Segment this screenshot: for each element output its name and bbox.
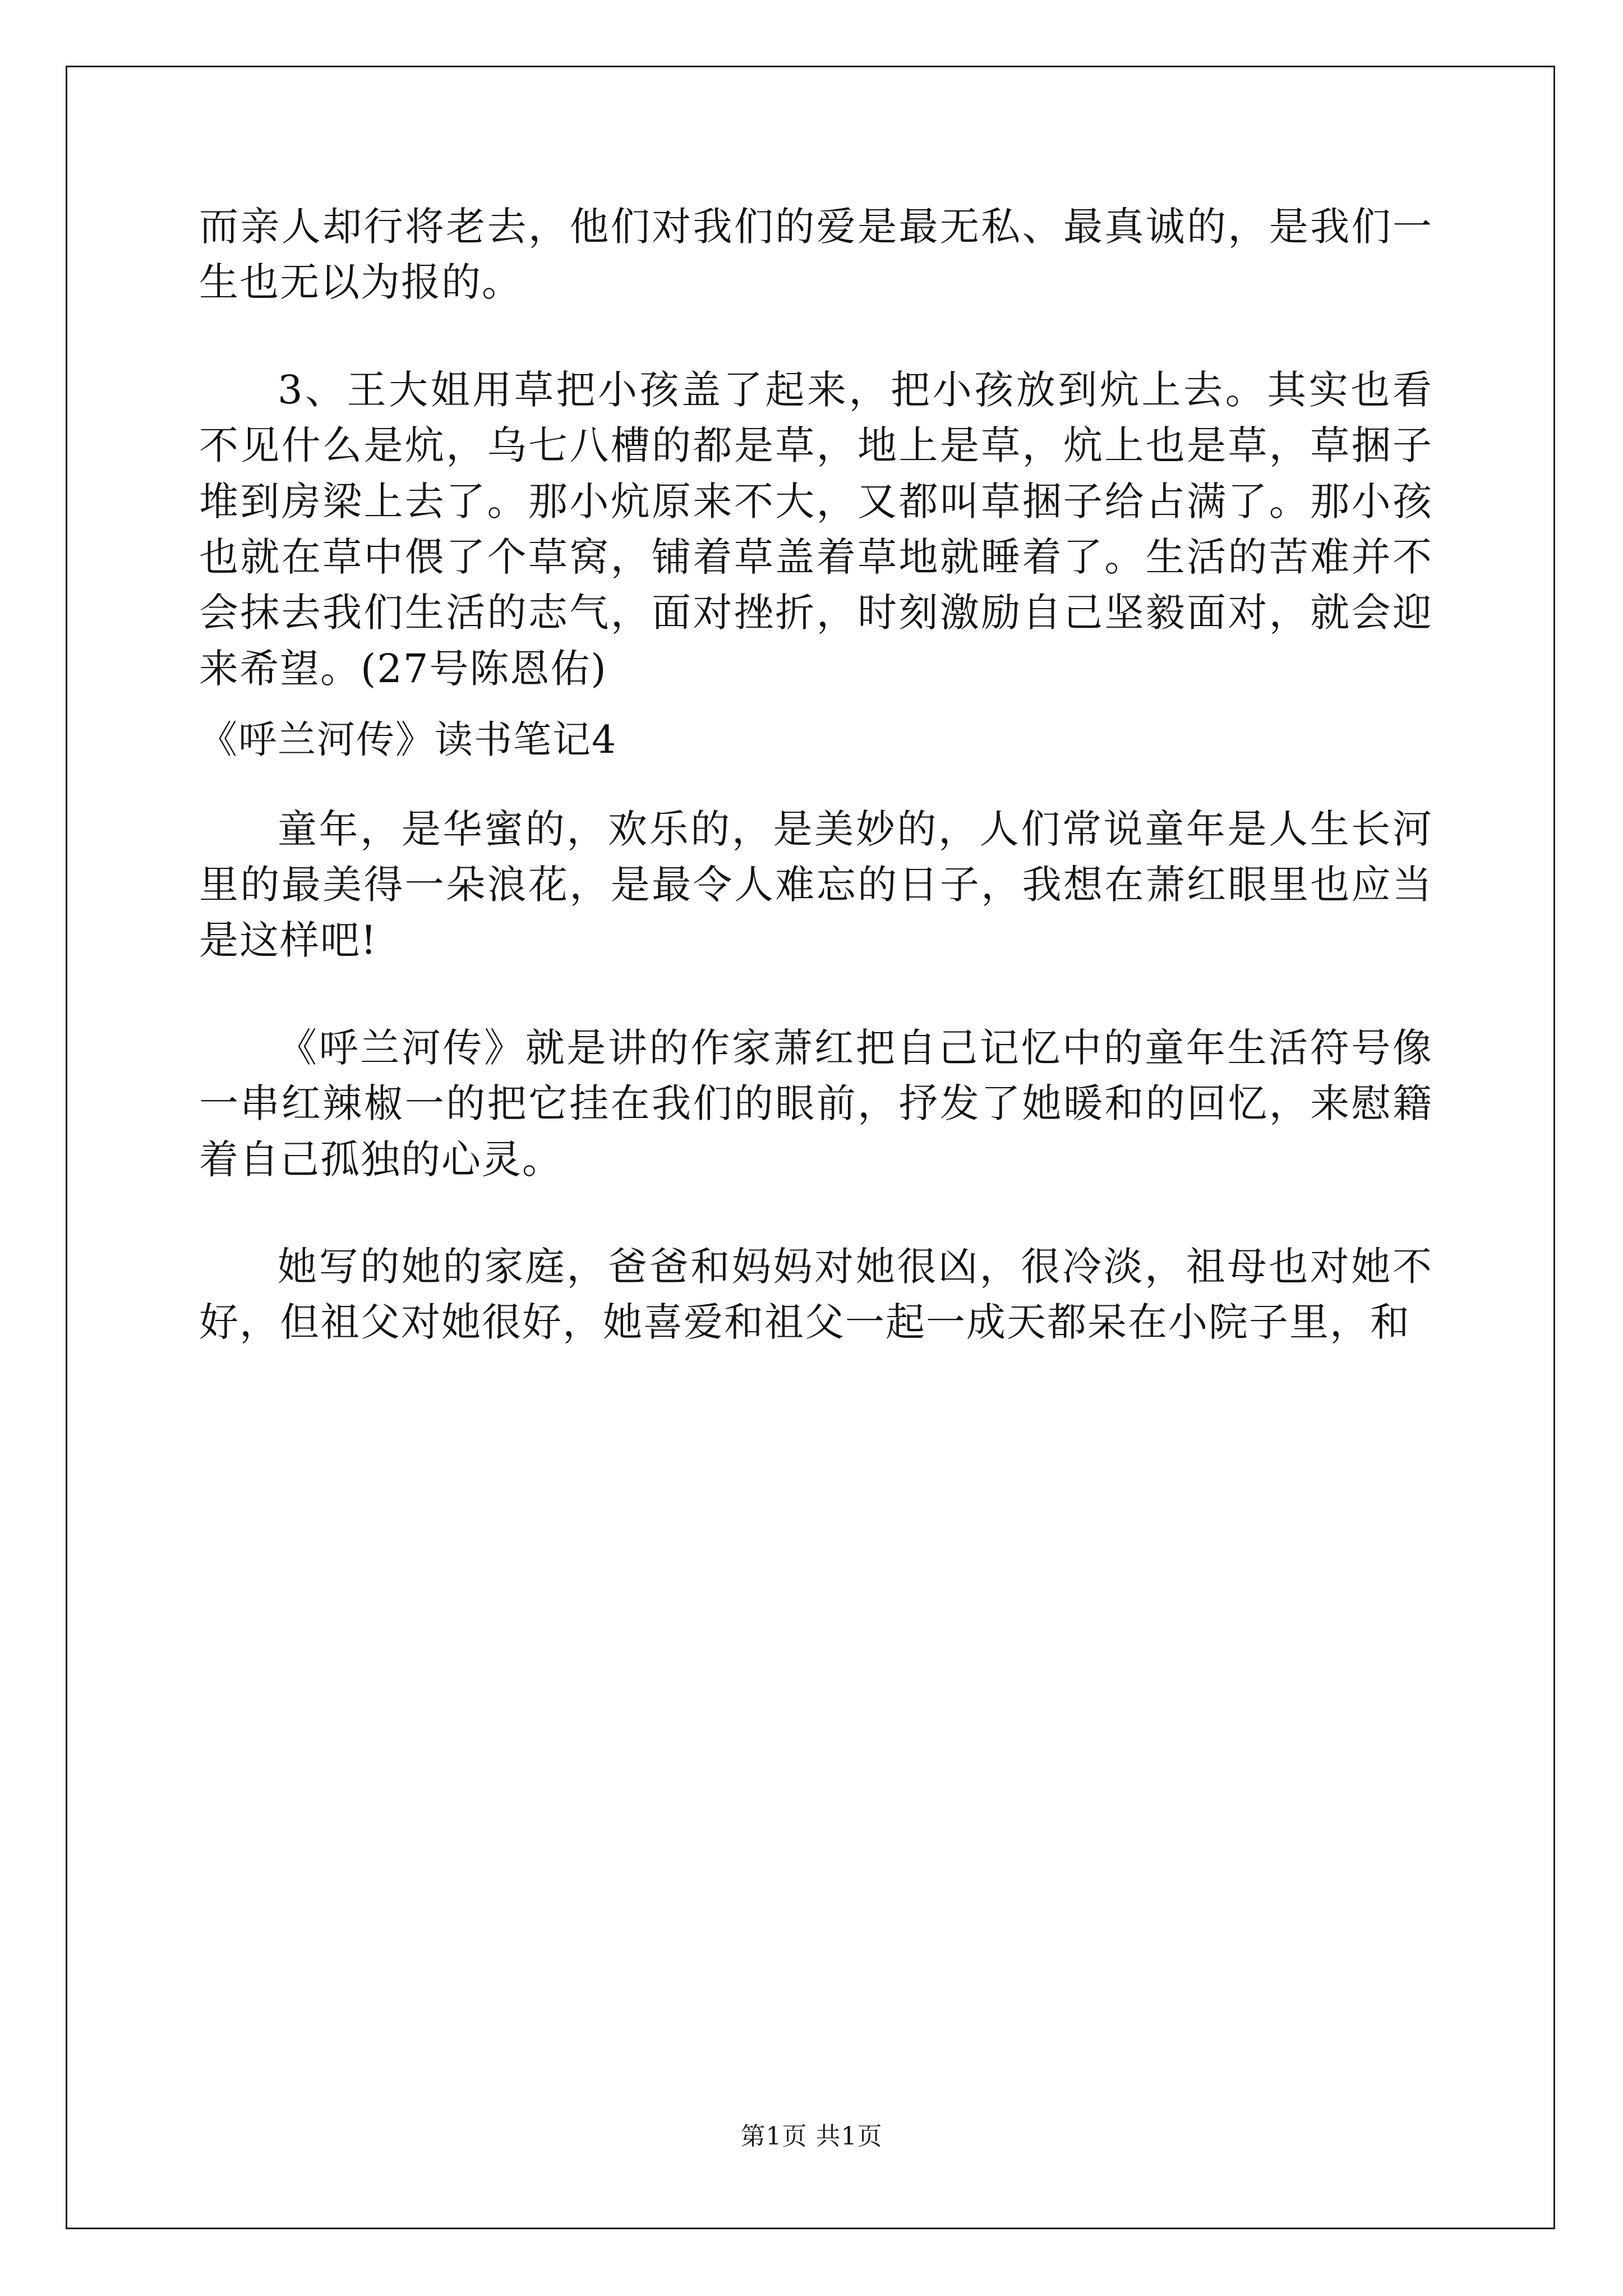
section-heading: 《呼兰河传》读书笔记4 — [199, 718, 617, 763]
paragraph-family: 她写的她的家庭，爸爸和妈妈对她很凶，很冷淡，祖母也对她不好，但祖父对她很好，她喜爱和祖父一起一成天都呆在小院子里，和 — [199, 1244, 1433, 1346]
page-number-footer: 第1页 共1页 — [740, 2122, 883, 2151]
paragraph-childhood: 童年，是华蜜的，欢乐的，是美妙的，人们常说童年是人生长河里的最美得一朵浪花，是最令人难忘的日子，我想在萧红眼里也应当是这样吧! — [199, 806, 1433, 964]
document-body — [199, 199, 1433, 1351]
paragraph-quote-3: 3、王大姐用草把小孩盖了起来，把小孩放到炕上去。其实也看不见什么是炕，乌七八槽的都是草，地上是草，炕上也是草，草捆子堆到房梁上去了。那小炕原来不大，又都叫草捆子给占满了。那小孩也就在草中偎了个草窝，铺着草盖着草地就睡着了。生活的苦难并不会抹去我们生活的志气，面对挫折，时刻激励自己坚毅面对，就会迎来希望。(27号陈恩佑) — [199, 366, 1433, 692]
paragraph-continuation: 而亲人却行将老去，他们对我们的爱是最无私、最真诚的，是我们一生也无以为报的。 — [199, 204, 1433, 306]
paragraph-book-summary: 《呼兰河传》就是讲的作家萧红把自己记忆中的童年生活符号像一串红辣椒一的把它挂在我们的眼前，抒发了她暖和的回忆，来慰籍着自己孤独的心灵。 — [199, 1024, 1433, 1182]
